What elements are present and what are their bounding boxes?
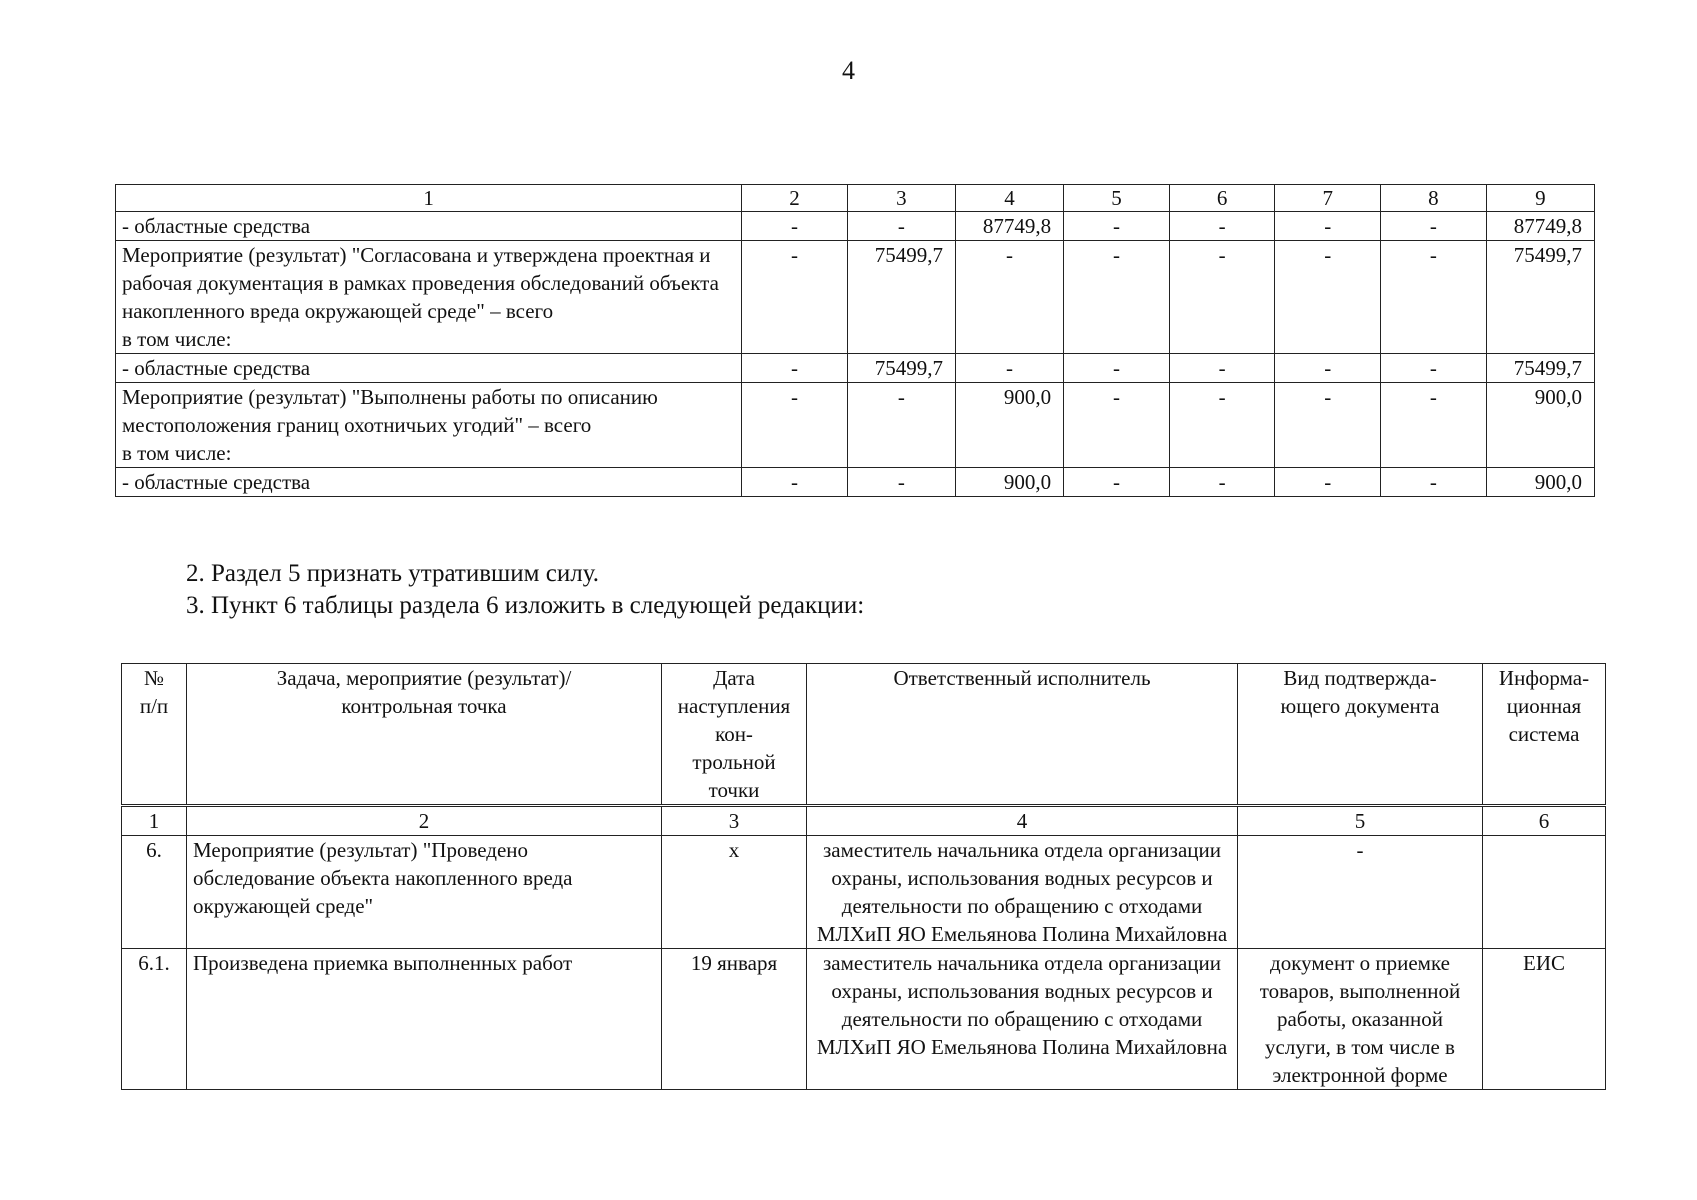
table-cell: 75499,7 [847, 241, 955, 354]
table-cell: 900,0 [955, 383, 1063, 468]
header-cell: 1 [116, 185, 742, 212]
row-label: - областные средства [116, 354, 742, 383]
table-cell: - [1064, 383, 1170, 468]
table-cell: - [1381, 212, 1487, 241]
table-cell: - [1275, 354, 1381, 383]
column-number: 4 [807, 806, 1238, 836]
table-cell: заместитель начальника отдела организации охраны, использования водных ресурсов и деятельности по обращению с отходами МЛХиП ЯО Емельянова Полина Михайловна [807, 949, 1238, 1090]
page-number: 4 [842, 56, 855, 85]
row-label: Мероприятие (результат) "Выполнены работы по описанию местоположения границ охотничьих угодий" – всего в том числе: [116, 383, 742, 468]
table-cell: 6. [122, 836, 187, 949]
table-row [116, 383, 1595, 468]
header-cell: 3 [847, 185, 955, 212]
table-cell: ЕИС [1483, 949, 1606, 1090]
table-cell: - [742, 354, 848, 383]
control-points-table [121, 663, 1606, 1090]
column-number: 2 [187, 806, 662, 836]
row-label: - областные средства [116, 468, 742, 497]
table-cell: - [1275, 212, 1381, 241]
table-cell: - [1169, 383, 1275, 468]
header-cell: 4 [955, 185, 1063, 212]
table-cell: - [1275, 241, 1381, 354]
column-number-row [122, 806, 1606, 836]
table-cell: - [847, 212, 955, 241]
row-label: Мероприятие (результат) "Согласована и утверждена проектная и рабочая документация в рамках проведения обследований объекта накопленного вреда окружающей среде" – всего в том числе: [116, 241, 742, 354]
control-points-header-row [122, 664, 1606, 806]
header-cell: 6 [1169, 185, 1275, 212]
header-cell: № п/п [122, 664, 187, 806]
header-cell: Информа- ционная система [1483, 664, 1606, 806]
header-cell: Задача, мероприятие (результат)/ контрольная точка [187, 664, 662, 806]
table-cell: 900,0 [1486, 468, 1594, 497]
table-cell: - [955, 241, 1063, 354]
header-cell: Ответственный исполнитель [807, 664, 1238, 806]
table-cell: 75499,7 [1486, 241, 1594, 354]
row-label: - областные средства [116, 212, 742, 241]
header-cell: Вид подтвержда- ющего документа [1238, 664, 1483, 806]
table-cell: х [662, 836, 807, 949]
table-cell: - [1381, 241, 1487, 354]
column-number: 6 [1483, 806, 1606, 836]
table-row [116, 468, 1595, 497]
table-cell: - [742, 241, 848, 354]
header-cell: 2 [742, 185, 848, 212]
paragraph-section-6: 3. Пункт 6 таблицы раздела 6 изложить в следующей редакции: [186, 592, 865, 619]
column-number: 5 [1238, 806, 1483, 836]
table-row [122, 836, 1606, 949]
table-cell: 900,0 [955, 468, 1063, 497]
table-cell: - [1169, 468, 1275, 497]
table-cell: Мероприятие (результат) "Проведено обследование объекта накопленного вреда окружающей среде" [187, 836, 662, 949]
table-cell: - [1275, 383, 1381, 468]
table-cell: 6.1. [122, 949, 187, 1090]
funding-table-header-row [116, 185, 1595, 212]
header-cell: 7 [1275, 185, 1381, 212]
table-cell: Произведена приемка выполненных работ [187, 949, 662, 1090]
table-cell: - [1064, 241, 1170, 354]
table-cell: 75499,7 [847, 354, 955, 383]
table-cell [1483, 836, 1606, 949]
table-cell: - [1064, 354, 1170, 383]
table-cell: документ о приемке товаров, выполненной работы, оказанной услуги, в том числе в электронной форме [1238, 949, 1483, 1090]
table-cell: 75499,7 [1486, 354, 1594, 383]
table-row [116, 354, 1595, 383]
table-cell: заместитель начальника отдела организации охраны, использования водных ресурсов и деятельности по обращению с отходами МЛХиП ЯО Емельянова Полина Михайловна [807, 836, 1238, 949]
table-row [116, 212, 1595, 241]
table-cell: - [1381, 468, 1487, 497]
table-cell: - [1064, 212, 1170, 241]
header-cell: 8 [1381, 185, 1487, 212]
table-cell: 900,0 [1486, 383, 1594, 468]
table-cell: 87749,8 [1486, 212, 1594, 241]
funding-table [115, 184, 1595, 497]
table-cell: 19 января [662, 949, 807, 1090]
table-cell: - [1275, 468, 1381, 497]
column-number: 1 [122, 806, 187, 836]
table-cell: - [1169, 212, 1275, 241]
paragraph-section-5: 2. Раздел 5 признать утратившим силу. [186, 560, 599, 587]
table-cell: - [955, 354, 1063, 383]
column-number: 3 [662, 806, 807, 836]
table-cell: - [1169, 354, 1275, 383]
table-cell: - [1064, 468, 1170, 497]
table-cell: - [742, 383, 848, 468]
table-cell: - [1169, 241, 1275, 354]
table-cell: - [742, 212, 848, 241]
table-cell: - [742, 468, 848, 497]
table-cell: - [847, 383, 955, 468]
header-cell: Дата наступления кон- трольной точки [662, 664, 807, 806]
table-cell: - [1381, 354, 1487, 383]
table-cell: - [847, 468, 955, 497]
header-cell: 5 [1064, 185, 1170, 212]
table-cell: 87749,8 [955, 212, 1063, 241]
table-cell: - [1381, 383, 1487, 468]
header-cell: 9 [1486, 185, 1594, 212]
table-row [122, 949, 1606, 1090]
table-row [116, 241, 1595, 354]
table-cell: - [1238, 836, 1483, 949]
